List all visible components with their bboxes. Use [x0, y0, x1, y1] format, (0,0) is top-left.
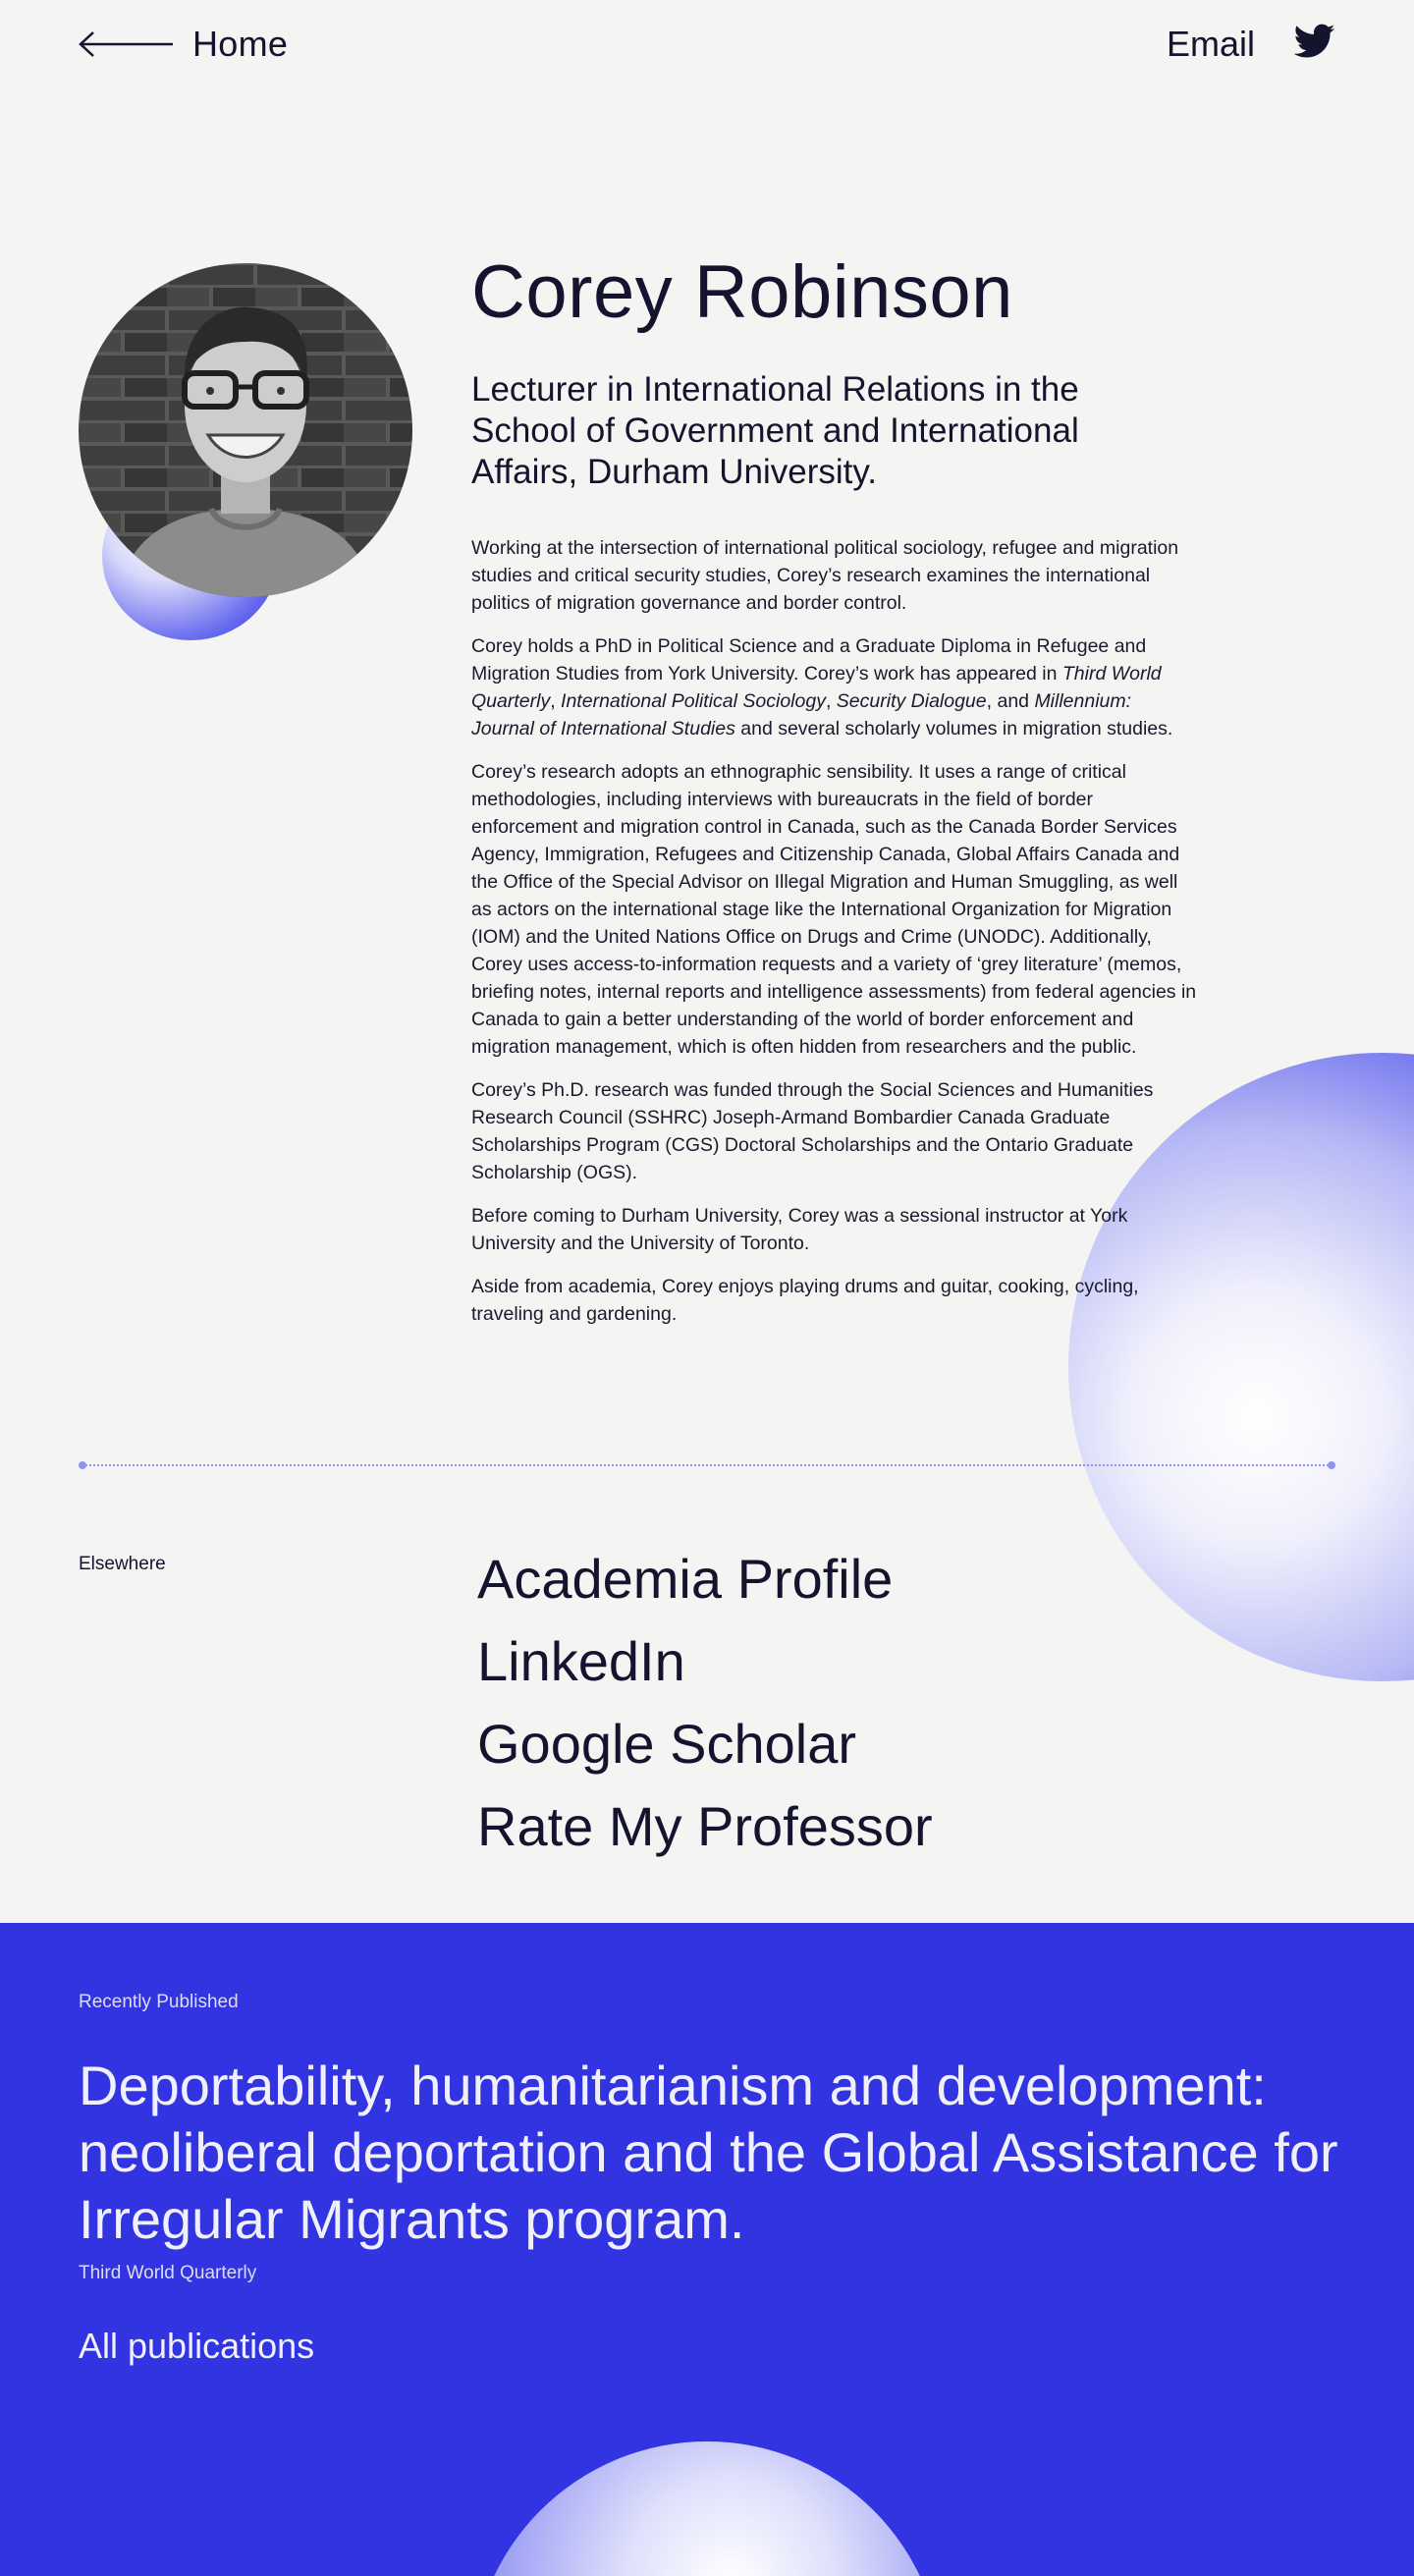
list-item	[477, 1620, 933, 1703]
divider-line	[82, 1464, 1332, 1466]
bio-paragraph-2	[471, 632, 1198, 742]
list-item	[477, 1703, 933, 1785]
email-link[interactable]: Email	[1167, 24, 1256, 64]
journal-name: International Political Sociology	[561, 690, 826, 712]
decorative-sphere-bottom	[471, 2441, 943, 2576]
bio-text: ,	[825, 690, 837, 712]
rate-my-professor-link[interactable]: Rate My Professor	[477, 1795, 933, 1857]
all-publications-link[interactable]: All publications	[79, 2326, 315, 2366]
recently-published-label: Recently Published	[79, 1992, 239, 2012]
publication-journal: Third World Quarterly	[79, 2263, 257, 2283]
profile-avatar	[79, 263, 412, 597]
profile-photo	[79, 263, 412, 597]
site-header	[0, 0, 1414, 88]
journal-name: Third World Quarterly	[471, 663, 1162, 712]
page-title: Corey Robinson	[471, 250, 1013, 334]
arrow-left-icon	[79, 30, 175, 58]
section-divider	[79, 1461, 1335, 1469]
bio-paragraph-5: Before coming to Durham University, Corey was a sessional instructor at York University and the University of Toronto.	[471, 1205, 1128, 1254]
bio-text: and several scholarly volumes in migration studies.	[734, 718, 1173, 740]
profile-role: Lecturer in International Relations in the School of Government and International Affairs, Durham University.	[471, 370, 1079, 491]
elsewhere-label: Elsewhere	[79, 1554, 166, 1574]
bio-paragraph-6: Aside from academia, Corey enjoys playing drums and guitar, cooking, cycling, traveling and gardening.	[471, 1276, 1139, 1325]
bio-paragraph-3: Corey’s research adopts an ethnographic sensibility. It uses a range of critical methodologies, including interviews with bureaucrats in the field of border enforcement and migration control in Canada, such as the Canada Border Services Agency, Immigration, Refugees and Citizenship Canada, Global Affairs Canada and the Office of the Special Advisor on Illegal Migration and Human Smuggling, as well as actors on the international stage like the International Organization for Migration (IOM) and the United Nations Office on Drugs and Crime (UNODC). Additionally, Corey uses access-to-information requests and a variety of ‘grey literature’ (memos, briefing notes, internal reports and intelligence assessments) from federal agencies in Canada to gain a better understanding of the world of border enforcement and migration management, which is often hidden from researchers and the public.	[471, 761, 1197, 1058]
home-label: Home	[192, 24, 289, 64]
bio-text: ,	[550, 690, 562, 712]
list-item	[477, 1785, 933, 1868]
twitter-icon	[1294, 24, 1335, 59]
home-link[interactable]	[79, 20, 288, 69]
bio-text: , and	[986, 690, 1035, 712]
bio-paragraph-1: Working at the intersection of international political sociology, refugee and migration studies and critical security studies, Corey’s research examines the international politics of migration governance and border control.	[471, 537, 1179, 614]
journal-name: Security Dialogue	[836, 690, 987, 712]
external-links-list	[477, 1538, 933, 1868]
recently-published-section	[0, 1923, 1414, 2576]
twitter-link[interactable]	[1294, 24, 1337, 67]
bio-text: Corey holds a PhD in Political Science and a Graduate Diploma in Refugee and Migration Studies from York University. Corey’s work has appeared in	[471, 635, 1147, 685]
bio-section	[471, 246, 1198, 1328]
bio-paragraph-4: Corey’s Ph.D. research was funded through the Social Sciences and Humanities Research Council (SSHRC) Joseph-Armand Bombardier Canada Graduate Scholarships Program (CGS) Doctoral Scholarships and the Ontario Graduate Scholarship (OGS).	[471, 1079, 1154, 1183]
linkedin-link[interactable]: LinkedIn	[477, 1630, 685, 1692]
publication-title-link[interactable]: Deportability, humanitarianism and development: neoliberal deportation and the Global Assistance for Irregular Migrants program.	[79, 2055, 1338, 2250]
journal-name: Millennium: Journal of International Studies	[471, 690, 1132, 740]
academia-profile-link[interactable]: Academia Profile	[477, 1548, 894, 1610]
list-item	[477, 1538, 933, 1620]
divider-dot	[1328, 1461, 1335, 1469]
google-scholar-link[interactable]: Google Scholar	[477, 1713, 857, 1775]
